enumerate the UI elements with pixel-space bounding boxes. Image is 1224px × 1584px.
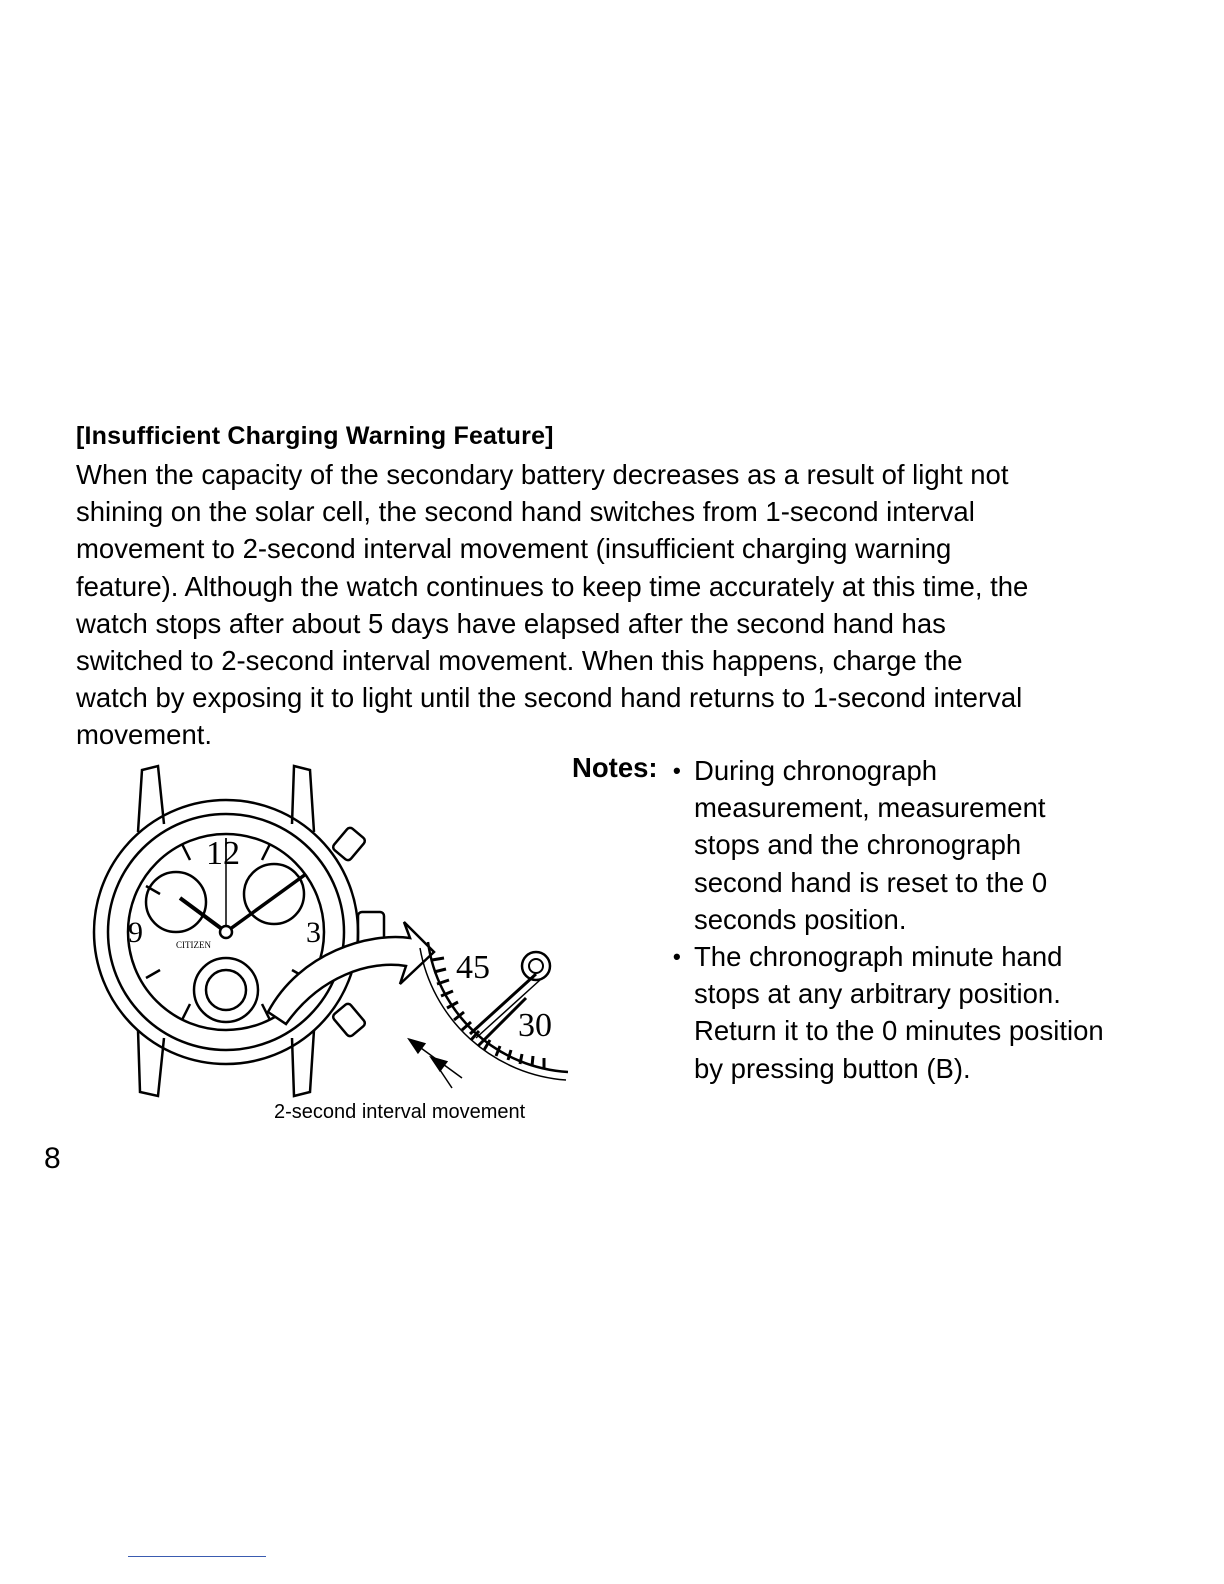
zoom-arrow: [268, 922, 434, 1024]
footer-rule: [128, 1556, 266, 1557]
dial-numeral-12: 12: [206, 835, 240, 872]
paragraph-line: watch stops after about 5 days have elapsed after the second hand has: [76, 607, 946, 639]
paragraph-line: shining on the solar cell, the second hand switches from 1-second interval: [76, 496, 975, 528]
paragraph-line: When the capacity of the secondary battery decreases as a result of light not: [76, 459, 1009, 490]
note-line: Return it to the 0 minutes position: [694, 1015, 1104, 1047]
paragraph-line: movement.: [76, 719, 213, 751]
note-line: seconds position.: [694, 903, 907, 935]
note-line: The chronograph minute hand: [694, 941, 1063, 972]
dial-numeral-9: 9: [128, 916, 143, 949]
note-line: During chronograph: [694, 755, 938, 786]
note-item: [673, 938, 1104, 1087]
hour-hand: [180, 898, 226, 932]
zoom-numeral-30: 30: [518, 1007, 552, 1044]
note-line: second hand is reset to the 0: [694, 866, 1048, 898]
notes-label: Notes:: [572, 752, 658, 783]
note-item: [673, 752, 1048, 938]
zoom-numeral-45: 45: [456, 949, 490, 986]
page-number: 8: [44, 1142, 61, 1175]
bullet-icon: •: [673, 944, 681, 969]
section-heading: [Insufficient Charging Warning Feature]: [76, 422, 554, 450]
figure-caption: 2-second interval movement: [274, 1101, 526, 1123]
paragraph-line: feature). Although the watch continues to keep time accurately at this time, the: [76, 570, 1029, 602]
brand-logo: CITIZEN: [176, 940, 211, 950]
subdial-right: [244, 864, 304, 924]
subdial-bottom: [194, 958, 258, 1022]
subdial-bottom-inner: [206, 970, 246, 1010]
paragraph-line: switched to 2-second interval movement. When this happens, charge the: [76, 645, 963, 677]
note-line: stops at any arbitrary position.: [694, 978, 1061, 1010]
bullet-icon: •: [673, 758, 681, 783]
note-line: by pressing button (B).: [694, 1052, 971, 1084]
pusher-b: [332, 1002, 367, 1038]
dial-numeral-3: 3: [306, 916, 321, 949]
watch-illustration: [80, 762, 580, 1102]
note-line: stops and the chronograph: [694, 829, 1022, 861]
body-paragraph: [76, 456, 1166, 754]
paragraph-line: watch by exposing it to light until the second hand returns to 1-second interval: [76, 682, 1023, 714]
pusher-a: [332, 826, 367, 862]
strap-top-right: [292, 766, 314, 832]
paragraph-line: movement to 2-second interval movement (insufficient charging warning: [76, 533, 952, 565]
note-line: measurement, measurement: [694, 792, 1046, 824]
subdial-left: [146, 872, 206, 932]
